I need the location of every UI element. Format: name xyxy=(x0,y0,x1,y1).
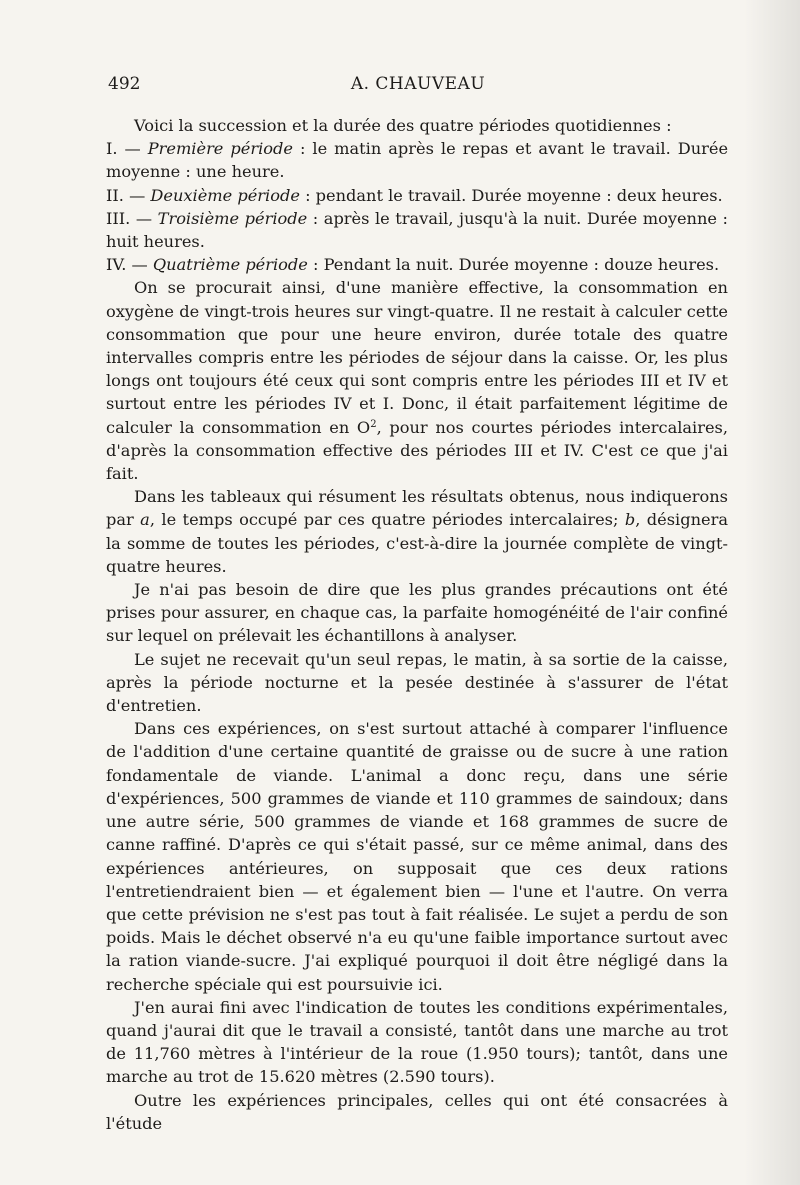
period-description: le matin après le repas et avant le travail. Durée moyenne : une heure. xyxy=(106,139,729,182)
paragraph-text: , pour nos courtes périodes intercalaires, d'après la consommation effective des périodes III et IV. C'est ce que j'ai fait. xyxy=(106,417,729,484)
paragraph-oxygen-consumption xyxy=(106,276,728,485)
period-description: après le travail, jusqu'à la nuit. Durée moyenne : huit heures. xyxy=(106,208,728,252)
period-item-3: III. — Troisième période : après le travail, jusqu'à la nuit. Durée moyenne : huit heures. xyxy=(106,208,728,252)
paragraph-principal-experiments: Outre les expériences principales, celles qui ont été consacrées à l'étude xyxy=(106,1090,728,1133)
body-text xyxy=(106,114,728,1135)
intro-paragraph: Voici la succession et la durée des quatre périodes quotidiennes : xyxy=(134,116,672,135)
paragraph-experiments: Dans ces expériences, on s'est surtout attaché à comparer l'influence de l'addition d'une certaine quantité de graisse ou de sucre à une ration fondamentale de viande. L'animal a donc reçu, dans une série d'expériences, 500 grammes de viande et 110 grammes de saindoux; dans une autre série, 500 grammes de viande et 168 grammes de sucre de canne raffiné. D'après ce qui s'était passé, sur ce même animal, dans des expériences antérieures, on supposait que ces deux rations l'entretiendraient bien — et également bien — l'une et l'autre. On verra que cette prévision ne s'est pas tout à fait réalisée. Le sujet a perdu de son poids. Mais le déchet observé n'a eu qu'une faible importance surtout avec la ration viande-sucre. J'ai expliqué pourquoi il doit être négligé dans la recherche spéciale qui est poursuivie ici. xyxy=(106,719,728,994)
period-name: Quatrième période xyxy=(152,255,308,275)
period-item-1: I. — Première période : le matin après le repas et avant le travail. Durée moyenne : une heure. xyxy=(106,139,729,182)
period-number: III. xyxy=(106,208,131,228)
paragraph-text: , le temps occupé par ces quatre périodes intercalaires; xyxy=(149,510,625,530)
period-item-2: II. — Deuxième période : pendant le travail. Durée moyenne : deux heures. xyxy=(106,185,723,205)
variable-b: b xyxy=(624,510,636,530)
period-name: Troisième période xyxy=(157,208,308,228)
period-description: Pendant la nuit. Durée moyenne : douze heures. xyxy=(323,255,720,275)
paragraph-tables xyxy=(106,485,728,578)
paragraph-meal: Le sujet ne recevait qu'un seul repas, le matin, à sa sortie de la caisse, après la période nocturne et la pesée destinée à s'assurer de l'état d'entretien. xyxy=(106,649,728,716)
page-header xyxy=(108,74,728,102)
paragraph-text: Dans les tableaux qui résument les résultats obtenus, nous indiquerons par xyxy=(106,487,728,530)
running-head: A. CHAUVEAU xyxy=(350,74,486,94)
page-number: 492 xyxy=(108,74,141,94)
paragraph-text: On se procurait ainsi, d'une manière effective, la consommation en oxygène de vingt-trois heures sur vingt-quatre. Il ne restait à calculer cette consommation que pour une heure environ, durée totale des quatre intervalles compris entre les périodes de séjour dans la caisse. Or, les plus longs ont toujours été ceux qui sont compris entre les périodes III et IV et surtout entre les périodes IV et I. Donc, il était parfaitement légitime de calculer la consommation en O xyxy=(106,278,728,437)
variable-a: a xyxy=(140,510,150,530)
paragraph-work-conditions: J'en aurai fini avec l'indication de toutes les conditions expérimentales, quand j'aurai dit que le travail a consisté, tantôt dans une marche au trot de 11,760 mètres à l'intérieur de la roue (1.950 tours); tantôt, dans une marche au trot de 15.620 mètres (2.590 tours). xyxy=(106,997,728,1087)
paragraph-precautions: Je n'ai pas besoin de dire que les plus grandes précautions ont été prises pour assurer, en chaque cas, la parfaite homogénéité de l'air confiné sur lequel on prélevait les échantillons à analyser. xyxy=(106,580,728,646)
period-description: pendant le travail. Durée moyenne : deux heures. xyxy=(315,185,723,205)
period-number: IV. xyxy=(106,255,127,275)
page-edge-shadow xyxy=(744,0,800,1185)
period-number: I. xyxy=(106,139,118,159)
period-number: II. xyxy=(106,185,124,205)
period-name: Deuxième période xyxy=(150,185,300,205)
period-name: Première période xyxy=(147,139,293,159)
superscript-2: 2 xyxy=(370,418,377,430)
period-item-4: IV. — Quatrième période : Pendant la nuit. Durée moyenne : douze heures. xyxy=(106,255,720,275)
paragraph-text: , désignera la somme de toutes les périodes, c'est-à-dire la journée complète de vingt-quatre heures. xyxy=(106,510,728,576)
